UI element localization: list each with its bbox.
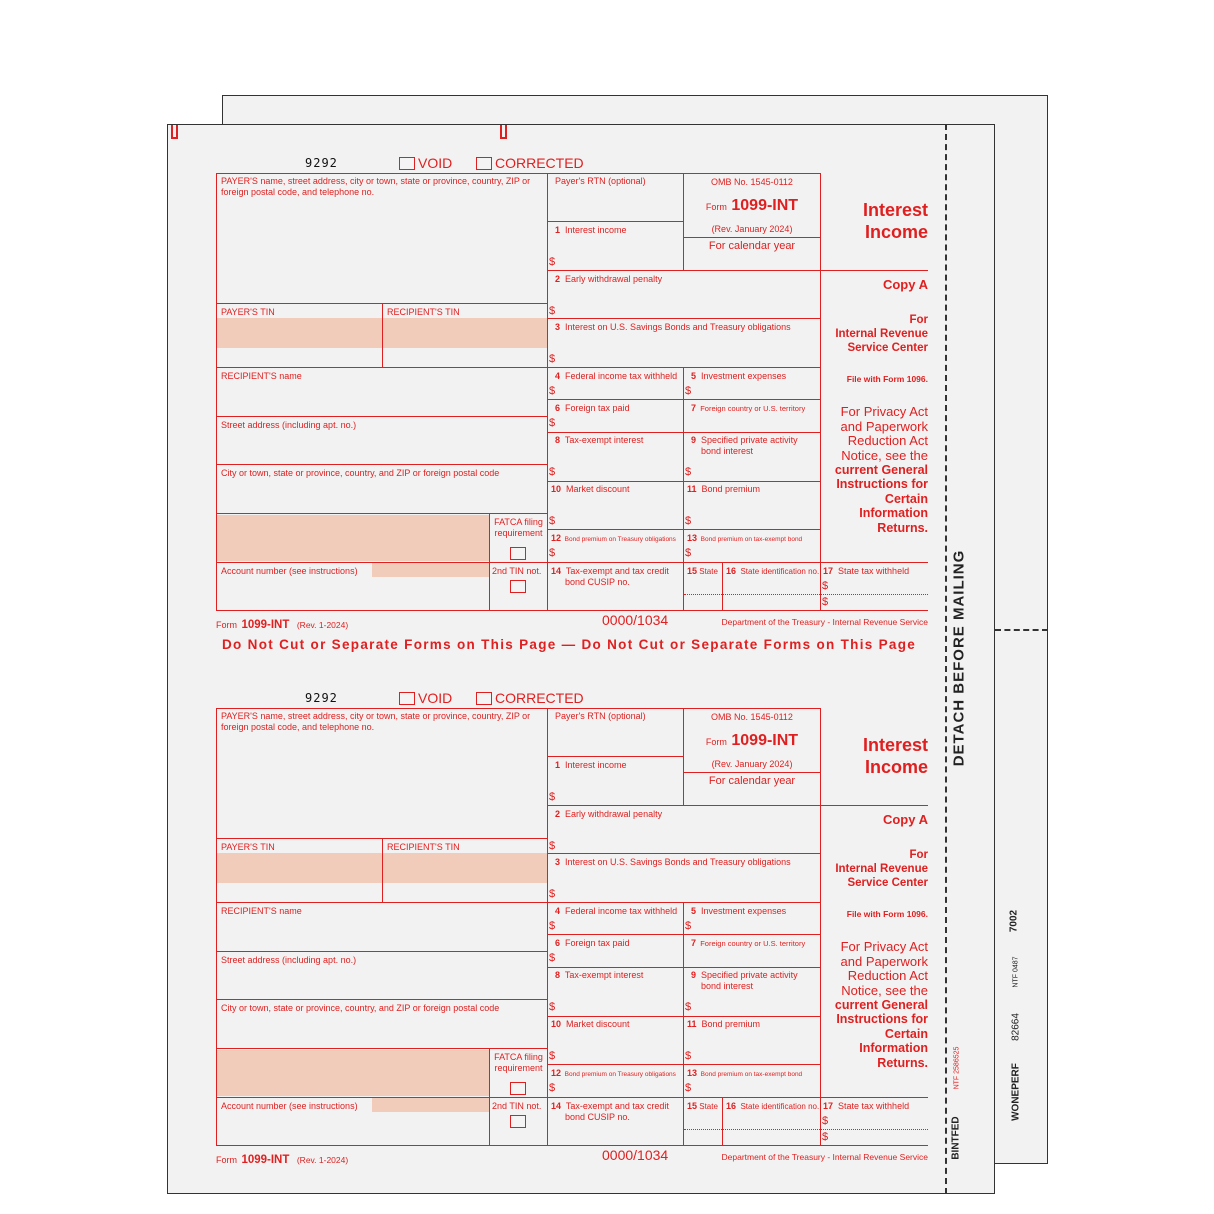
privacy-6: Instructions for bbox=[836, 1012, 928, 1026]
revision-date: (Rev. January 2024) bbox=[711, 224, 793, 234]
row-recipient bbox=[216, 902, 821, 903]
for-irs-3: Service Center bbox=[847, 877, 928, 889]
box17-dollar-2: $ bbox=[822, 596, 829, 608]
box2-number: 2 bbox=[555, 809, 561, 819]
fatca-checkbox[interactable] bbox=[510, 547, 526, 560]
do-not-cut-notice: Do Not Cut or Separate Forms on This Page — Do Not Cut or Separate Forms on This Page bbox=[222, 637, 917, 652]
box4-text: Federal income tax withheld bbox=[565, 371, 678, 381]
mid-divider-lower bbox=[683, 367, 684, 611]
footer-form-word: Form bbox=[216, 1155, 237, 1165]
box7-number: 7 bbox=[691, 403, 697, 413]
second-tin-checkbox[interactable] bbox=[510, 1115, 526, 1128]
footer-code: 0000/1034 bbox=[602, 1147, 669, 1163]
footer-dept: Department of the Treasury - Internal Revenue Service bbox=[721, 1152, 928, 1162]
box15-number: 15 bbox=[687, 1101, 698, 1111]
box5-number: 5 bbox=[691, 906, 697, 916]
box5-label bbox=[691, 371, 786, 382]
box6-text: Foreign tax paid bbox=[565, 938, 630, 948]
box11-text: Bond premium bbox=[701, 1019, 761, 1029]
right-rule-2 bbox=[821, 562, 928, 563]
privacy-5: current General bbox=[834, 998, 928, 1012]
box7-number: 7 bbox=[691, 938, 697, 948]
rev-line bbox=[683, 237, 821, 238]
box9-text-1: Specified private activity bbox=[701, 970, 798, 980]
row-box12 bbox=[548, 529, 821, 530]
side-code-bintfed: BINTFED bbox=[950, 1116, 962, 1160]
box2-label bbox=[555, 809, 662, 820]
side-code-82664: 82664 bbox=[1010, 1013, 1022, 1041]
box9-dollar: $ bbox=[685, 1001, 692, 1013]
box3-number: 3 bbox=[555, 322, 561, 332]
privacy-2: and Paperwork bbox=[840, 419, 928, 434]
calendar-year: For calendar year bbox=[708, 775, 796, 787]
box9-number: 9 bbox=[691, 435, 697, 445]
city-label: City or town, state or province, country, and ZIP or foreign postal code bbox=[221, 468, 500, 478]
footer-form-id bbox=[216, 1150, 348, 1168]
file-with: File with Form 1096. bbox=[846, 374, 928, 384]
fatca-label-1: FATCA filing bbox=[494, 517, 543, 527]
street-label: Street address (including apt. no.) bbox=[221, 955, 357, 965]
omb-number: OMB No. 1545-0112 bbox=[711, 712, 793, 722]
box3-label bbox=[555, 322, 791, 333]
box13-dollar: $ bbox=[685, 1082, 692, 1094]
box12-dollar: $ bbox=[549, 547, 556, 559]
box10-label bbox=[551, 1019, 630, 1030]
box1-text: Interest income bbox=[565, 225, 627, 235]
box15-text: State bbox=[699, 1102, 718, 1111]
privacy-8: Information bbox=[859, 506, 928, 520]
box15-number: 15 bbox=[687, 566, 698, 576]
fatca-label-1: FATCA filing bbox=[494, 1052, 543, 1062]
privacy-8: Information bbox=[859, 1041, 928, 1055]
box2-number: 2 bbox=[555, 274, 561, 284]
box7-label bbox=[691, 403, 805, 414]
box2-text: Early withdrawal penalty bbox=[565, 809, 663, 819]
box9-number: 9 bbox=[691, 970, 697, 980]
copy-label: Copy A bbox=[882, 277, 928, 292]
privacy-1: For Privacy Act bbox=[840, 939, 928, 954]
box13-text: Bond premium on tax-exempt bond bbox=[700, 536, 803, 543]
box11-dollar: $ bbox=[685, 1050, 692, 1062]
box3-dollar: $ bbox=[549, 353, 556, 365]
box10-dollar: $ bbox=[549, 1050, 556, 1062]
box7-text: Foreign country or U.S. territory bbox=[700, 404, 806, 413]
privacy-1: For Privacy Act bbox=[840, 404, 928, 419]
row-fatca bbox=[216, 1048, 548, 1049]
title-line-1: Interest bbox=[862, 735, 928, 755]
box9-label bbox=[691, 970, 798, 981]
footer-dept: Department of the Treasury - Internal Revenue Service bbox=[721, 617, 928, 627]
box9-text-2: bond interest bbox=[701, 981, 754, 991]
box5-number: 5 bbox=[691, 371, 697, 381]
row-box3 bbox=[548, 318, 821, 319]
box2-dollar: $ bbox=[549, 840, 556, 852]
box11-label bbox=[687, 1019, 760, 1030]
box13-number: 13 bbox=[687, 533, 698, 543]
box6-number: 6 bbox=[555, 938, 561, 948]
footer-code: 0000/1034 bbox=[602, 612, 669, 628]
state-dotted-line bbox=[684, 1129, 928, 1130]
vertical-perforation bbox=[945, 124, 947, 1194]
row-account bbox=[216, 1097, 821, 1098]
box2-text: Early withdrawal penalty bbox=[565, 274, 663, 284]
state-dotted-line bbox=[684, 594, 928, 595]
row-fatca bbox=[216, 513, 548, 514]
file-with: File with Form 1096. bbox=[846, 909, 928, 919]
box11-number: 11 bbox=[687, 484, 697, 494]
footer-rev: (Rev. 1-2024) bbox=[296, 1155, 349, 1165]
box10-number: 10 bbox=[551, 1019, 562, 1029]
box13-dollar: $ bbox=[685, 547, 692, 559]
document-number: 9292 bbox=[305, 156, 338, 170]
box9-text-1: Specified private activity bbox=[701, 435, 798, 445]
row-city bbox=[216, 999, 548, 1000]
form-border-top-left bbox=[216, 708, 821, 709]
privacy-3: Reduction Act bbox=[847, 968, 928, 983]
mid-divider-lower bbox=[683, 902, 684, 1146]
void-checkbox[interactable] bbox=[399, 157, 415, 170]
box11-text: Bond premium bbox=[701, 484, 761, 494]
title-line-1: Interest bbox=[862, 200, 928, 220]
box17-text: State tax withheld bbox=[838, 566, 910, 576]
box17-text: State tax withheld bbox=[838, 1101, 910, 1111]
form-id bbox=[683, 732, 821, 750]
corrected-checkbox[interactable] bbox=[476, 692, 492, 705]
payer-rtn-label: Payer's RTN (optional) bbox=[555, 176, 646, 186]
box8-number: 8 bbox=[555, 435, 561, 445]
box12-label bbox=[551, 1068, 676, 1080]
box16-number: 16 bbox=[726, 1101, 737, 1111]
row-box8 bbox=[548, 432, 821, 433]
for-irs-3: Service Center bbox=[847, 342, 928, 354]
registration-mark-center bbox=[500, 125, 507, 139]
box14-text-1: Tax-exempt and tax credit bbox=[565, 1101, 669, 1111]
privacy-4: Notice, see the bbox=[841, 448, 928, 463]
side-code-7002: 7002 bbox=[1008, 909, 1020, 933]
calendar-year: For calendar year bbox=[708, 240, 796, 252]
right-rule-2 bbox=[821, 1097, 928, 1098]
account-label: Account number (see instructions) bbox=[221, 566, 358, 576]
corrected-checkbox[interactable] bbox=[476, 157, 492, 170]
recipient-name-label: RECIPIENT'S name bbox=[221, 906, 302, 916]
omb-number: OMB No. 1545-0112 bbox=[711, 177, 793, 187]
box1-dollar: $ bbox=[549, 256, 556, 268]
box15-label bbox=[687, 566, 718, 577]
city-label: City or town, state or province, country, and ZIP or foreign postal code bbox=[221, 1003, 500, 1013]
box12-dollar: $ bbox=[549, 1082, 556, 1094]
street-label: Street address (including apt. no.) bbox=[221, 420, 357, 430]
box15-label bbox=[687, 1101, 718, 1112]
box5-dollar: $ bbox=[685, 920, 692, 932]
box4-dollar: $ bbox=[549, 920, 556, 932]
privacy-7: Certain bbox=[884, 1027, 928, 1041]
box5-text: Investment expenses bbox=[701, 371, 787, 381]
box15-text: State bbox=[699, 567, 718, 576]
box6-text: Foreign tax paid bbox=[565, 403, 630, 413]
box8-text: Tax-exempt interest bbox=[564, 970, 644, 980]
col-divider-left bbox=[547, 708, 548, 1146]
payer-name-label: PAYER'S name, street address, city or town, state or province, country, ZIP or foreign postal code, and telephone no. bbox=[221, 176, 531, 197]
form-border-bottom bbox=[216, 1145, 928, 1146]
box3-text: Interest on U.S. Savings Bonds and Treasury obligations bbox=[565, 322, 791, 332]
box3-number: 3 bbox=[555, 857, 561, 867]
box3-dollar: $ bbox=[549, 888, 556, 900]
account-label: Account number (see instructions) bbox=[221, 1101, 358, 1111]
box12-number: 12 bbox=[551, 533, 562, 543]
box16-text: State identification no. bbox=[740, 567, 820, 576]
footer-form-id bbox=[216, 615, 348, 633]
box10-dollar: $ bbox=[549, 515, 556, 527]
copy-label: Copy A bbox=[882, 812, 928, 827]
form-word: Form bbox=[705, 737, 727, 747]
fatca-blank-area bbox=[217, 515, 489, 561]
box17-dollar-1: $ bbox=[822, 1115, 829, 1127]
box10-label bbox=[551, 484, 630, 495]
box6-dollar: $ bbox=[549, 417, 556, 429]
revision-date: (Rev. January 2024) bbox=[711, 759, 793, 769]
box11-number: 11 bbox=[687, 1019, 697, 1029]
box17-dollar-2: $ bbox=[822, 1131, 829, 1143]
payer-rtn-label: Payer's RTN (optional) bbox=[555, 711, 646, 721]
side-code-ntf-small: NTF 2586525 bbox=[953, 1046, 961, 1090]
rev-line bbox=[683, 772, 821, 773]
box8-label bbox=[555, 435, 643, 446]
second-tin-checkbox[interactable] bbox=[510, 580, 526, 593]
rtn-bottom bbox=[548, 756, 684, 757]
box17-number: 17 bbox=[823, 1101, 834, 1111]
box7-text: Foreign country or U.S. territory bbox=[700, 939, 806, 948]
box2-dollar: $ bbox=[549, 305, 556, 317]
tin-divider bbox=[382, 303, 383, 367]
box8-label bbox=[555, 970, 643, 981]
footer-form-word: Form bbox=[216, 620, 237, 630]
registration-mark-left bbox=[171, 125, 178, 139]
box7-label bbox=[691, 938, 805, 949]
box11-label bbox=[687, 484, 760, 495]
box1-label bbox=[555, 760, 627, 771]
payer-name-label: PAYER'S name, street address, city or town, state or province, country, ZIP or foreign postal code, and telephone no. bbox=[221, 711, 531, 732]
box12-text: Bond premium on Treasury obligations bbox=[564, 1071, 676, 1078]
privacy-2: and Paperwork bbox=[840, 954, 928, 969]
form-border-left bbox=[216, 173, 217, 611]
box1-label bbox=[555, 225, 627, 236]
box3-label bbox=[555, 857, 791, 868]
box10-text: Market discount bbox=[566, 1019, 630, 1029]
payer-tin-field[interactable] bbox=[217, 853, 382, 883]
row-street bbox=[216, 951, 548, 952]
form-id bbox=[683, 197, 821, 215]
box6-label bbox=[555, 403, 630, 414]
for-irs-1: For bbox=[909, 314, 928, 326]
payer-tin-field[interactable] bbox=[217, 318, 382, 348]
recipient-tin-label: RECIPIENT'S TIN bbox=[387, 842, 460, 852]
payer-tin-label: PAYER'S TIN bbox=[221, 842, 275, 852]
box1-number: 1 bbox=[555, 225, 561, 235]
box2-label bbox=[555, 274, 662, 285]
col-divider-omb bbox=[820, 173, 821, 611]
row-account bbox=[216, 562, 821, 563]
side-code-ntf0487: NTF 0487 bbox=[1012, 956, 1020, 988]
footer-form-name: 1099-INT bbox=[241, 1154, 290, 1166]
box14-number: 14 bbox=[551, 566, 562, 576]
box14-number: 14 bbox=[551, 1101, 562, 1111]
recipient-tin-field[interactable] bbox=[383, 853, 547, 883]
box13-text: Bond premium on tax-exempt bond bbox=[700, 1071, 803, 1078]
box5-dollar: $ bbox=[685, 385, 692, 397]
box5-label bbox=[691, 906, 786, 917]
box8-number: 8 bbox=[555, 970, 561, 980]
form-border-bottom bbox=[216, 610, 928, 611]
box10-text: Market discount bbox=[566, 484, 630, 494]
fatca-label-2: requirement bbox=[494, 528, 543, 538]
box17-label bbox=[823, 1101, 909, 1112]
box6-label bbox=[555, 938, 630, 949]
row-box2 bbox=[548, 805, 821, 806]
box3-text: Interest on U.S. Savings Bonds and Treasury obligations bbox=[565, 857, 791, 867]
row-box8 bbox=[548, 967, 821, 968]
row-box12 bbox=[548, 1064, 821, 1065]
title-line-2: Income bbox=[864, 757, 928, 777]
title-line-2: Income bbox=[864, 222, 928, 242]
account-number-shade bbox=[372, 563, 489, 577]
col-divider-omb bbox=[820, 708, 821, 1146]
box12-label bbox=[551, 533, 676, 545]
footer-rev: (Rev. 1-2024) bbox=[296, 620, 349, 630]
row-street bbox=[216, 416, 548, 417]
row-box6 bbox=[548, 399, 821, 400]
box5-text: Investment expenses bbox=[701, 906, 787, 916]
box1-text: Interest income bbox=[565, 760, 627, 770]
box17-dollar-1: $ bbox=[822, 580, 829, 592]
box8-dollar: $ bbox=[549, 1001, 556, 1013]
row-box10 bbox=[548, 1016, 821, 1017]
for-irs-1: For bbox=[909, 849, 928, 861]
for-irs-2: Internal Revenue bbox=[835, 328, 928, 340]
box4-number: 4 bbox=[555, 906, 561, 916]
box17-label bbox=[823, 566, 909, 577]
box11-dollar: $ bbox=[685, 515, 692, 527]
row-box2 bbox=[548, 270, 821, 271]
box6-dollar: $ bbox=[549, 952, 556, 964]
privacy-3: Reduction Act bbox=[847, 433, 928, 448]
box1-number: 1 bbox=[555, 760, 561, 770]
box16-number: 16 bbox=[726, 566, 737, 576]
box14-text-2: bond CUSIP no. bbox=[565, 1112, 630, 1122]
box9-text-2: bond interest bbox=[701, 446, 754, 456]
recipient-name-label: RECIPIENT'S name bbox=[221, 371, 302, 381]
box8-dollar: $ bbox=[549, 466, 556, 478]
form-border-left bbox=[216, 708, 217, 1146]
void-checkbox[interactable] bbox=[399, 692, 415, 705]
privacy-4: Notice, see the bbox=[841, 983, 928, 998]
box16-text: State identification no. bbox=[740, 1102, 820, 1111]
recipient-tin-label: RECIPIENT'S TIN bbox=[387, 307, 460, 317]
box1-dollar: $ bbox=[549, 791, 556, 803]
account-number-shade bbox=[372, 1098, 489, 1112]
privacy-6: Instructions for bbox=[836, 477, 928, 491]
box8-text: Tax-exempt interest bbox=[564, 435, 644, 445]
row-box6 bbox=[548, 934, 821, 935]
div-15-16 bbox=[722, 562, 723, 611]
recipient-tin-field[interactable] bbox=[383, 318, 547, 348]
second-tin-label: 2nd TIN not. bbox=[492, 566, 542, 576]
privacy-5: current General bbox=[834, 463, 928, 477]
box12-number: 12 bbox=[551, 1068, 562, 1078]
box4-label bbox=[555, 906, 677, 917]
rtn-bottom bbox=[548, 221, 684, 222]
box13-label bbox=[687, 1068, 802, 1080]
row-recipient bbox=[216, 367, 821, 368]
privacy-7: Certain bbox=[884, 492, 928, 506]
box4-text: Federal income tax withheld bbox=[565, 906, 678, 916]
privacy-9: Returns. bbox=[877, 1056, 928, 1070]
box14-text-2: bond CUSIP no. bbox=[565, 577, 630, 587]
box12-text: Bond premium on Treasury obligations bbox=[564, 536, 676, 543]
fatca-label-2: requirement bbox=[494, 1063, 543, 1073]
corrected-label: CORRECTED bbox=[495, 690, 584, 706]
right-rule-1 bbox=[821, 805, 928, 806]
document-number: 9292 bbox=[305, 691, 338, 705]
footer-form-name: 1099-INT bbox=[241, 619, 290, 631]
box13-label bbox=[687, 533, 802, 545]
void-label: VOID bbox=[418, 155, 453, 171]
box14-text-1: Tax-exempt and tax credit bbox=[565, 566, 669, 576]
for-irs-2: Internal Revenue bbox=[835, 863, 928, 875]
box6-number: 6 bbox=[555, 403, 561, 413]
second-tin-label: 2nd TIN not. bbox=[492, 1101, 542, 1111]
form-1099-int-copy-top bbox=[216, 155, 928, 633]
box16-label bbox=[726, 566, 819, 577]
row-box10 bbox=[548, 481, 821, 482]
box10-number: 10 bbox=[551, 484, 562, 494]
detach-label: DETACH BEFORE MAILING bbox=[950, 549, 968, 767]
row-city bbox=[216, 464, 548, 465]
corrected-label: CORRECTED bbox=[495, 155, 584, 171]
form-name: 1099-INT bbox=[731, 732, 799, 749]
form-1099-int-copy-bottom bbox=[216, 690, 928, 1168]
right-rule-1 bbox=[821, 270, 928, 271]
box16-label bbox=[726, 1101, 819, 1112]
privacy-9: Returns. bbox=[877, 521, 928, 535]
form-name: 1099-INT bbox=[731, 197, 799, 214]
box17-number: 17 bbox=[823, 566, 834, 576]
box9-dollar: $ bbox=[685, 466, 692, 478]
side-code-woneperf: WONEPERF bbox=[1010, 1063, 1022, 1121]
box4-dollar: $ bbox=[549, 385, 556, 397]
box14-label bbox=[551, 1101, 669, 1112]
box4-number: 4 bbox=[555, 371, 561, 381]
form-border-top-left bbox=[216, 173, 821, 174]
fatca-blank-area bbox=[217, 1050, 489, 1096]
form-word: Form bbox=[705, 202, 727, 212]
box14-label bbox=[551, 566, 669, 577]
box4-label bbox=[555, 371, 677, 382]
col-divider-left bbox=[547, 173, 548, 611]
fatca-checkbox[interactable] bbox=[510, 1082, 526, 1095]
tin-divider bbox=[382, 838, 383, 902]
div-15-16 bbox=[722, 1097, 723, 1146]
horizontal-perforation bbox=[995, 629, 1048, 631]
box9-label bbox=[691, 435, 798, 446]
box13-number: 13 bbox=[687, 1068, 698, 1078]
payer-tin-label: PAYER'S TIN bbox=[221, 307, 275, 317]
row-box3 bbox=[548, 853, 821, 854]
void-label: VOID bbox=[418, 690, 453, 706]
